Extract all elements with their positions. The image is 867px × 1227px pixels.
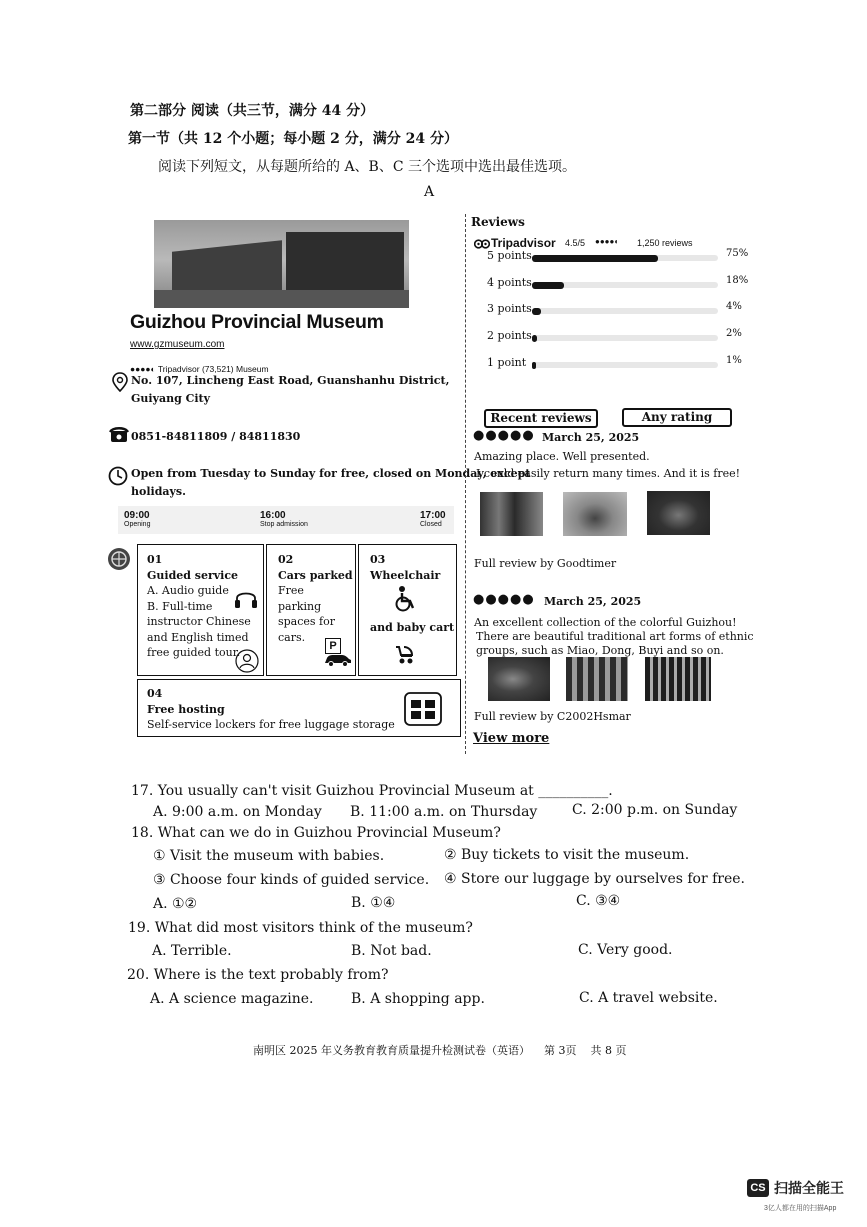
rating-row-fill: [532, 282, 564, 289]
view-more-link[interactable]: View more: [473, 731, 550, 746]
rating-value: 4.5/5: [565, 238, 586, 248]
services-globe-icon: [107, 547, 131, 571]
camscanner-tagline: 3亿人都在用的扫描App: [764, 1205, 837, 1212]
rating-row-percent: 18%: [726, 275, 749, 286]
phone-number: 0851-84811809 / 84811830: [131, 430, 301, 443]
rating-row-label: 5 points: [487, 249, 532, 262]
rating-row-track: [532, 255, 718, 261]
museum-url[interactable]: www.gzmuseum.com: [130, 339, 225, 350]
headphones-icon: [234, 587, 258, 609]
service-parking: 02 Cars parked Free parking spaces for cars. P: [266, 544, 356, 676]
q19-option-a: A. Terrible.: [152, 943, 232, 959]
wheelchair-icon: [393, 585, 419, 613]
review-count: 1,250 reviews: [637, 238, 693, 248]
q18-option-c: C. ③④: [576, 893, 621, 909]
review2-line3: groups, such as Miao, Dong, Buyi and so on.: [476, 644, 724, 657]
rating-row-fill: [532, 255, 658, 262]
page-footer: 南明区 2025 年义务教育教育质量提升检测试卷（英语） 第 3页 共 8 页: [253, 1044, 627, 1057]
time-closed: 17:00 Closed: [420, 510, 446, 528]
time-stop-admission: 16:00 Stop admission: [260, 510, 308, 528]
rating-row-fill: [532, 335, 537, 342]
tripadvisor-owl-icon: [474, 238, 490, 249]
review2-author[interactable]: Full review by C2002Hsmar: [474, 710, 631, 723]
review2-photo-3[interactable]: [645, 657, 711, 701]
q18-stem: 18. What can we do in Guizhou Provincial Museum?: [131, 825, 501, 841]
passage-label: A: [424, 184, 435, 200]
rating-row-label: 2 points: [487, 329, 532, 342]
locker-icon: [404, 692, 442, 726]
rating-row-percent: 2%: [726, 328, 742, 339]
q18-option-b: B. ①④: [351, 895, 396, 911]
q17-option-b: B. 11:00 a.m. on Thursday: [350, 804, 538, 820]
address-line1: No. 107, Lincheng East Road, Guanshanhu District,: [131, 374, 450, 387]
service-wheelchair: 03 Wheelchair and baby cart: [358, 544, 457, 676]
rating-row-track: [532, 282, 718, 288]
tripadvisor-line: ●●●●◐ Tripadvisor (73,521) Museum: [130, 364, 269, 374]
guide-person-icon: [235, 649, 259, 673]
q17-stem: 17. You usually can't visit Guizhou Provincial Museum at __________.: [131, 783, 613, 799]
review2-date: March 25, 2025: [544, 595, 642, 608]
review2-line1: An excellent collection of the colorful Guizhou!: [474, 616, 737, 629]
review2-rating-dots: ●●●●●: [473, 592, 535, 607]
camscanner-name: 扫描全能王: [774, 1180, 844, 1196]
any-rating-button[interactable]: Any rating: [622, 408, 732, 427]
q18-item-3: ③ Choose four kinds of guided service.: [153, 872, 430, 888]
column-divider: [465, 214, 466, 754]
rating-row-track: [532, 362, 718, 368]
reviews-heading: Reviews: [471, 215, 525, 229]
rating-row-label: 1 point: [487, 356, 527, 369]
rating-row-percent: 1%: [726, 355, 742, 366]
service-hosting: 04 Free hosting Self-service lockers for free luggage storage: [137, 679, 461, 737]
recent-reviews-button[interactable]: Recent reviews: [484, 409, 598, 428]
parking-sign-icon: P: [325, 638, 341, 654]
service-guided: 01 Guided service A. Audio guide B. Full-time instructor Chinese and English timed free guided tour.: [137, 544, 264, 676]
camscanner-logo: CS: [747, 1179, 769, 1197]
q18-item-2: ② Buy tickets to visit the museum.: [444, 847, 690, 863]
car-icon: [323, 653, 353, 667]
q18-option-a: A. ①②: [153, 896, 198, 912]
museum-name: Guizhou Provincial Museum: [130, 311, 384, 333]
review2-line2: There are beautiful traditional art forms of ethnic: [476, 630, 754, 643]
q18-item-1: ① Visit the museum with babies.: [153, 848, 385, 864]
q18-item-4: ④ Store our luggage by ourselves for free.: [444, 871, 746, 887]
phone-icon: [109, 426, 129, 444]
q17-option-a: A. 9:00 a.m. on Monday: [153, 804, 322, 820]
opening-times-bar: [118, 506, 454, 534]
rating-dots: ●●●●◐: [595, 237, 620, 246]
review1-photo-1[interactable]: [480, 492, 543, 536]
tripadvisor-brand: Tripadvisor: [491, 236, 556, 250]
section-heading: 第一节（共 12 个小题；每小题 2 分，满分 24 分）: [128, 131, 458, 147]
time-opening: 09:00 Opening: [124, 510, 151, 528]
rating-row-track: [532, 335, 718, 341]
q20-option-a: A. A science magazine.: [150, 991, 314, 1007]
clock-icon: [108, 466, 128, 486]
review2-photo-2[interactable]: [566, 657, 628, 701]
q17-option-c: C. 2:00 p.m. on Sunday: [572, 802, 738, 818]
q19-stem: 19. What did most visitors think of the museum?: [128, 920, 473, 936]
rating-row-fill: [532, 362, 536, 369]
q20-option-c: C. A travel website.: [579, 990, 718, 1006]
review1-line1: Amazing place. Well presented.: [474, 450, 650, 463]
review1-author[interactable]: Full review by Goodtimer: [474, 557, 617, 570]
q19-option-b: B. Not bad.: [351, 943, 432, 959]
q19-option-c: C. Very good.: [578, 942, 673, 958]
review1-line2: I could easily return many times. And it is free!: [476, 467, 741, 480]
rating-row-percent: 75%: [726, 248, 749, 259]
q20-stem: 20. Where is the text probably from?: [127, 967, 389, 983]
rating-row-track: [532, 308, 718, 314]
rating-row-label: 4 points: [487, 276, 532, 289]
location-pin-icon: [112, 372, 128, 392]
hours-line1: Open from Tuesday to Sunday for free, closed on Monday, except: [131, 467, 531, 480]
review1-photo-2[interactable]: [563, 492, 627, 536]
rating-row-fill: [532, 308, 541, 315]
address-line2: Guiyang City: [131, 392, 211, 405]
baby-cart-icon: [393, 643, 417, 665]
review1-rating-dots: ●●●●●: [473, 428, 535, 443]
instruction: 阅读下列短文，从每题所给的 A、B、C 三个选项中选出最佳选项。: [158, 159, 577, 175]
rating-row-label: 3 points: [487, 302, 532, 315]
review1-photo-3[interactable]: [647, 491, 710, 535]
q20-option-b: B. A shopping app.: [351, 991, 485, 1007]
rating-row-percent: 4%: [726, 301, 742, 312]
museum-photo: [154, 220, 409, 308]
part-heading: 第二部分 阅读（共三节，满分 44 分）: [130, 103, 375, 119]
review1-date: March 25, 2025: [542, 431, 640, 444]
review2-photo-1[interactable]: [488, 657, 550, 701]
hours-line2: holidays.: [131, 485, 186, 498]
